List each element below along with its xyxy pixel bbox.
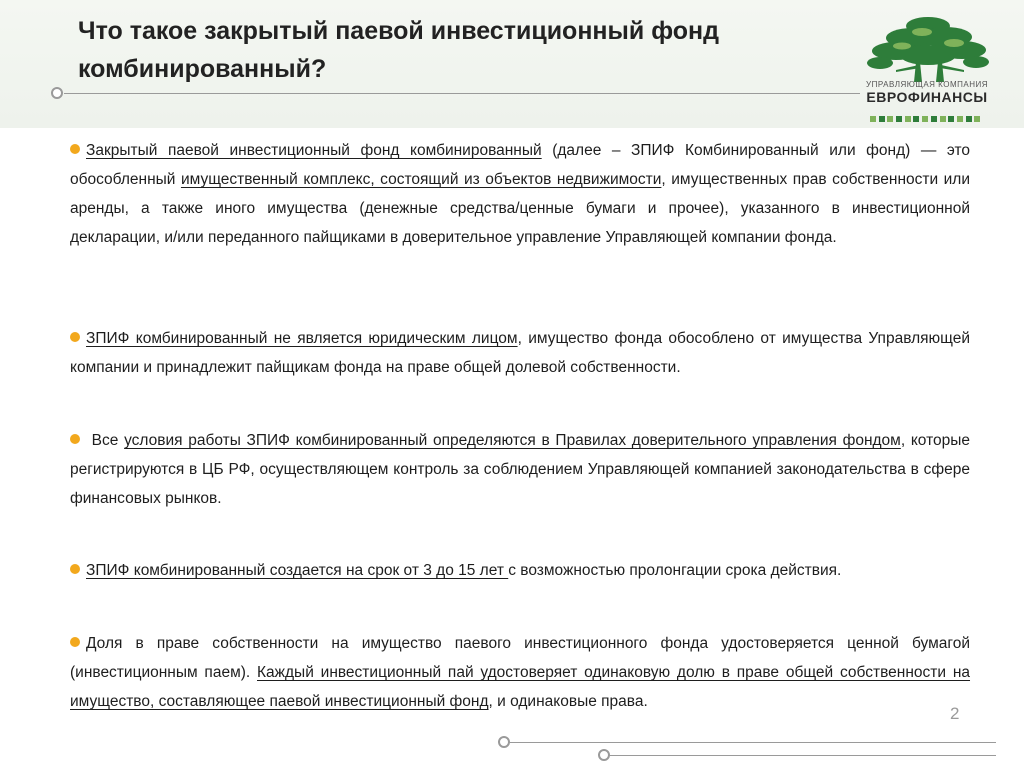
logo-subtitle: УПРАВЛЯЮЩАЯ КОМПАНИЯ bbox=[866, 80, 989, 89]
paragraph-4-underlined-1: ЗПИФ комбинированный создается на срок от 3 до 15 лет bbox=[86, 562, 509, 579]
paragraph-1-text-1: (далее – ЗПИФ Комбинированный или фонд) — это обособленный bbox=[70, 142, 970, 188]
paragraph-3 bbox=[70, 426, 970, 513]
paragraph-4-text-1: с возможностью пролонгации срока действия. bbox=[508, 562, 842, 579]
title-divider bbox=[64, 93, 860, 94]
logo-name: ЕВРОФИНАНСЫ bbox=[866, 89, 988, 105]
footer-divider-2 bbox=[606, 755, 996, 756]
footer-circle-icon-1 bbox=[498, 736, 510, 748]
paragraph-5-text-1: , и одинаковые права. bbox=[488, 693, 648, 710]
paragraph-4 bbox=[70, 556, 970, 585]
paragraph-2 bbox=[70, 324, 970, 382]
bullet-icon bbox=[70, 332, 80, 342]
divider-circle-icon bbox=[51, 87, 63, 99]
paragraph-1-underlined-2: имущественный комплекс, состоящий из объектов недвижимости bbox=[180, 171, 662, 188]
logo-squares bbox=[870, 109, 988, 117]
page-title bbox=[78, 12, 838, 88]
title-line-2: комбинированный? bbox=[78, 55, 327, 83]
paragraph-1-underlined-1: Закрытый паевой инвестиционный фонд комбинированный bbox=[86, 142, 542, 159]
footer-circle-icon-2 bbox=[598, 749, 610, 761]
bullet-icon bbox=[70, 637, 80, 647]
paragraph-3-underlined-1: условия работы ЗПИФ комбинированный определяются в Правилах доверительного управления фондом bbox=[124, 432, 901, 449]
footer-divider-1 bbox=[506, 742, 996, 743]
paragraph-2-underlined-1: ЗПИФ комбинированный не является юридическим лицом bbox=[86, 330, 518, 347]
paragraph-1 bbox=[70, 136, 970, 252]
bullet-icon bbox=[70, 144, 80, 154]
tree-logo-icon bbox=[866, 10, 990, 122]
paragraph-5-underlined-1: Каждый инвестиционный пай удостоверяет одинаковую долю в праве общей собственности на имущество, составляющее паевой инвестиционный фонд bbox=[70, 664, 971, 710]
paragraph-1-text-2: , имущественных прав собственности или аренды, а также иного имущества (денежные средства/ценные бумаги и прочее), указанного в инвестиционной декларации, и/или переданного пайщиками в доверительное управление Управляющей компании фонда. bbox=[70, 171, 971, 246]
page-number: 2 bbox=[950, 704, 960, 723]
paragraph-3-text-1: , которые регистрируются в ЦБ РФ, осуществляющем контроль за соблюдением Управляющей компанией законодательства в сфере финансовых рынков. bbox=[70, 432, 970, 507]
paragraph-5 bbox=[70, 629, 970, 716]
paragraph-3-text-0: Все bbox=[86, 432, 125, 449]
paragraph-5-text-0: Доля в праве собственности на имущество паевого инвестиционного фонда удостоверяется ценной бумагой (инвестиционным паем). bbox=[70, 635, 970, 681]
title-line-1: Что такое закрытый паевой инвестиционный фонд bbox=[78, 17, 719, 45]
bullet-icon bbox=[70, 434, 80, 444]
paragraph-2-text-1: , имущество фонда обособлено от имущества Управляющей компании и принадлежит пайщикам фонда на праве общей долевой собственности. bbox=[70, 330, 970, 376]
bullet-icon bbox=[70, 564, 80, 574]
